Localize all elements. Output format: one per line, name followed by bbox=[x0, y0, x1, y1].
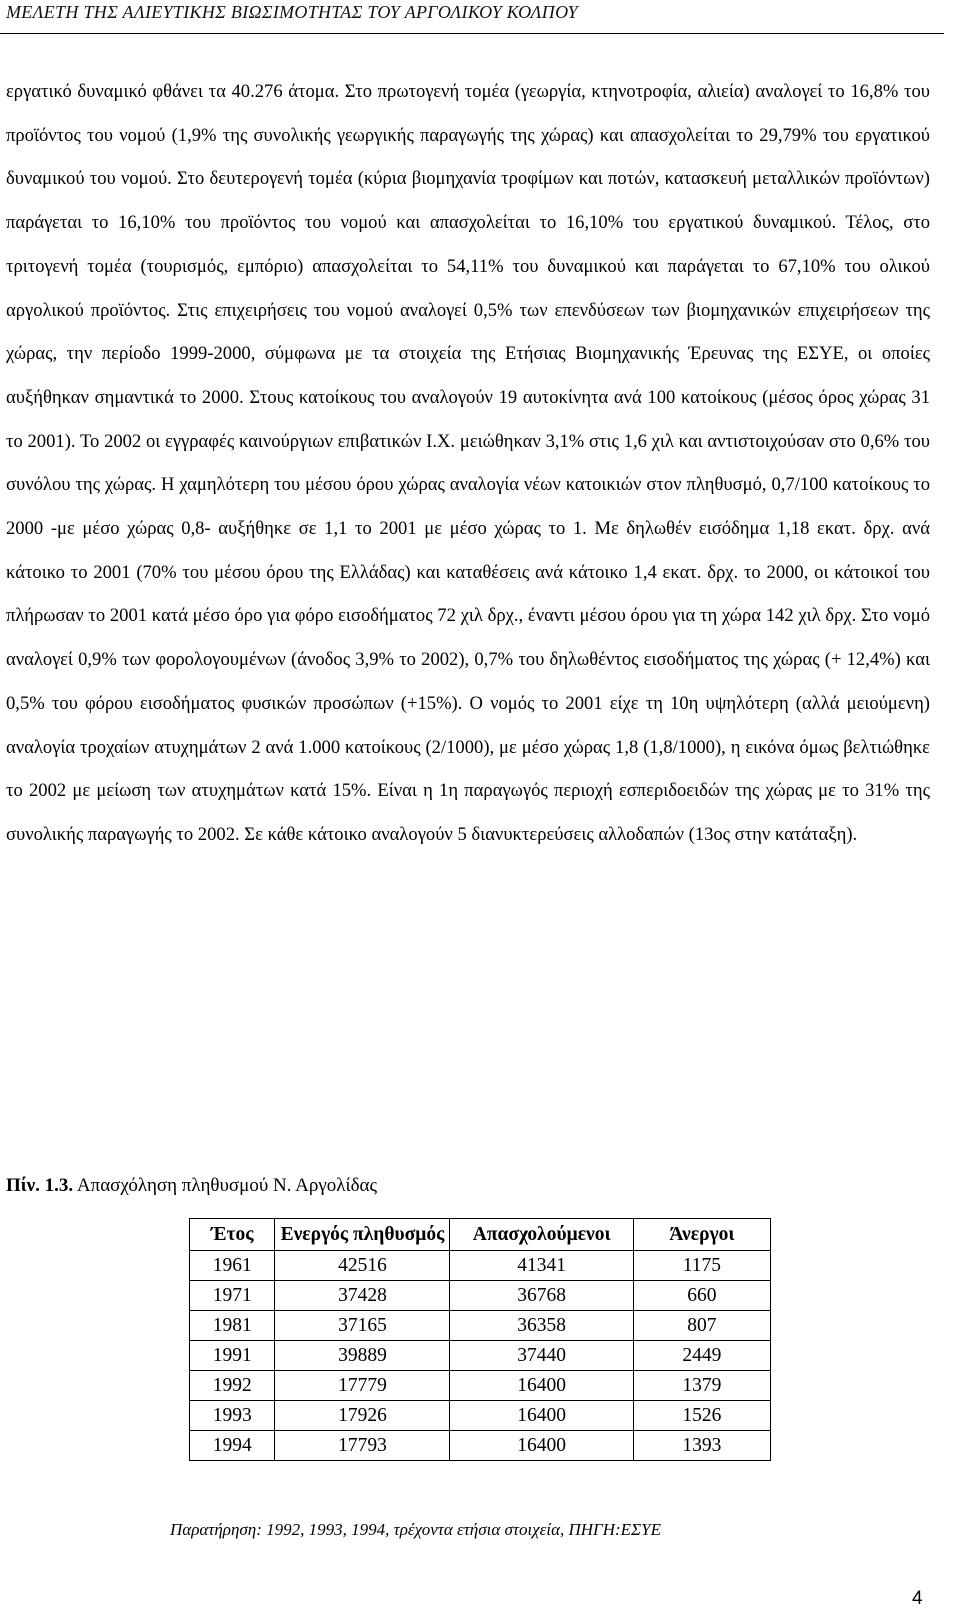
cell-active-population: 17926 bbox=[275, 1401, 450, 1431]
cell-employed: 41341 bbox=[450, 1251, 633, 1281]
table-row bbox=[190, 1431, 771, 1461]
table-caption-text: Απασχόληση πληθυσμού Ν. Αργολίδας bbox=[73, 1175, 378, 1196]
cell-unemployed: 1175 bbox=[633, 1251, 770, 1281]
table-caption bbox=[6, 1175, 377, 1197]
cell-employed: 36768 bbox=[450, 1281, 633, 1311]
body-paragraph: εργατικό δυναμικό φθάνει τα 40.276 άτομα. Στο πρωτογενή τομέα (γεωργία, κτηνοτροφία, αλιεία) αναλογεί το 16,8% του προϊόντος του νομού (1,9% της συνολικής γεωργικής παραγωγής της χώρας) και απασχολείται το 29,79% του εργατικού δυναμικού του νομού. Στο δευτερογενή τομέα (κύρια βιομηχανία τροφίμων και ποτών, κατασκευή μεταλλικών προϊόντων) παράγεται το 16,10% του προϊόντος του νομού και απασχολείται το 16,10% του εργατικού δυναμικού. Τέλος, στο τριτογενή τομέα (τουρισμός, εμπόριο) απασχολείται το 54,11% του δυναμικού και παράγεται το 67,10% του ολικού αργολικού προϊόντος. Στις επιχειρήσεις του νομού αναλογεί 0,5% των επενδύσεων των βιομηχανικών επιχειρήσεων της χώρας, την περίοδο 1999-2000, σύμφωνα με τα στοιχεία της Ετήσιας Βιομηχανικής Έρευνας της ΕΣΥΕ, οι οποίες αυξήθηκαν σημαντικά το 2000. Στους κατοίκους του αναλογούν 19 αυτοκίνητα ανά 100 κατοίκους (μέσος όρος χώρας 31 το 2001). Το 2002 οι εγγραφές καινούργιων επιβατικών Ι.Χ. μειώθηκαν 3,1% στις 1,6 χιλ και αντιστοιχούσαν στο 0,6% του συνόλου της χώρας. Η χαμηλότερη του μέσου όρου χώρας αναλογία νέων κατοικιών στον πληθυσμό, 0,7/100 κατοίκους το 2000 -με μέσο χώρας 0,8- αυξήθηκε σε 1,1 το 2001 με μέσο χώρας το 1. Με δηλωθέν εισόδημα 1,18 εκατ. δρχ. ανά κάτοικο το 2001 (70% του μέσου όρου της Ελλάδας) και καταθέσεις ανά κάτοικο 1,4 εκατ. δρχ. το 2000, οι κάτοικοί του πλήρωσαν το 2001 κατά μέσο όρο για φόρο εισοδήματος 72 χιλ δρχ., έναντι μέσου όρου για τη χώρα 142 χιλ δρχ. Στο νομό αναλογεί 0,9% των φορολογουμένων (άνοδος 3,9% το 2002), 0,7% του δηλωθέντος εισοδήματος της χώρας (+ 12,4%) και 0,5% του φόρου εισοδήματος φυσικών προσώπων (+15%). Ο νομός το 2001 είχε τη 10η υψηλότερη (αλλά μειούμενη) αναλογία τροχαίων ατυχημάτων 2 ανά 1.000 κατοίκους (2/1000), με μέσο χώρας 1,8 (1,8/1000), η εικόνα όμως βελτιώθηκε το 2002 με μείωση των ατυχημάτων κατά 15%. Είναι η 1η παραγωγός περιοχή εσπεριδοειδών της χώρας με το 31% της συνολικής παραγωγής το 2002. Σε κάθε κάτοικο αναλογούν 5 διανυκτερεύσεις αλλοδαπών (13ος στην κατάταξη). bbox=[6, 81, 930, 845]
cell-active-population: 37428 bbox=[275, 1281, 450, 1311]
cell-active-population: 39889 bbox=[275, 1341, 450, 1371]
table-note: Παρατήρηση: 1992, 1993, 1994, τρέχοντα ετήσια στοιχεία, ΠΗΓΗ:ΕΣΥΕ bbox=[170, 1520, 661, 1539]
cell-unemployed: 807 bbox=[633, 1311, 770, 1341]
cell-year: 1994 bbox=[190, 1431, 275, 1461]
page-number: 4 bbox=[912, 1588, 923, 1609]
cell-unemployed: 2449 bbox=[633, 1341, 770, 1371]
cell-active-population: 37165 bbox=[275, 1311, 450, 1341]
table-row bbox=[190, 1311, 771, 1341]
cell-year: 1991 bbox=[190, 1341, 275, 1371]
table-row bbox=[190, 1251, 771, 1281]
running-header bbox=[0, 2, 960, 34]
cell-active-population: 42516 bbox=[275, 1251, 450, 1281]
header-year: Έτος bbox=[190, 1219, 275, 1251]
cell-unemployed: 660 bbox=[633, 1281, 770, 1311]
table-row bbox=[190, 1281, 771, 1311]
cell-year: 1992 bbox=[190, 1371, 275, 1401]
cell-year: 1981 bbox=[190, 1311, 275, 1341]
cell-employed: 16400 bbox=[450, 1371, 633, 1401]
cell-unemployed: 1393 bbox=[633, 1431, 770, 1461]
cell-unemployed: 1526 bbox=[633, 1401, 770, 1431]
table-row bbox=[190, 1371, 771, 1401]
cell-year: 1971 bbox=[190, 1281, 275, 1311]
cell-year: 1961 bbox=[190, 1251, 275, 1281]
table-header-row bbox=[190, 1219, 771, 1251]
cell-employed: 37440 bbox=[450, 1341, 633, 1371]
cell-active-population: 17779 bbox=[275, 1371, 450, 1401]
header-title: ΜΕΛΕΤΗ ΤΗΣ ΑΛΙΕΥΤΙΚΗΣ ΒΙΩΣΙΜΟΤΗΤΑΣ ΤΟΥ ΑΡΓΟΛΙΚΟΥ ΚΟΛΠΟΥ bbox=[6, 2, 578, 22]
cell-year: 1993 bbox=[190, 1401, 275, 1431]
table-row bbox=[190, 1401, 771, 1431]
header-employed: Απασχολούμενοι bbox=[450, 1219, 633, 1251]
cell-employed: 16400 bbox=[450, 1401, 633, 1431]
header-unemployed: Άνεργοι bbox=[633, 1219, 770, 1251]
cell-employed: 16400 bbox=[450, 1431, 633, 1461]
employment-table bbox=[189, 1218, 771, 1461]
cell-active-population: 17793 bbox=[275, 1431, 450, 1461]
table-caption-label: Πίν. 1.3. bbox=[6, 1175, 74, 1196]
cell-employed: 36358 bbox=[450, 1311, 633, 1341]
header-divider bbox=[0, 33, 944, 34]
header-active-population: Ενεργός πληθυσμός bbox=[275, 1219, 450, 1251]
cell-unemployed: 1379 bbox=[633, 1371, 770, 1401]
table-row bbox=[190, 1341, 771, 1371]
